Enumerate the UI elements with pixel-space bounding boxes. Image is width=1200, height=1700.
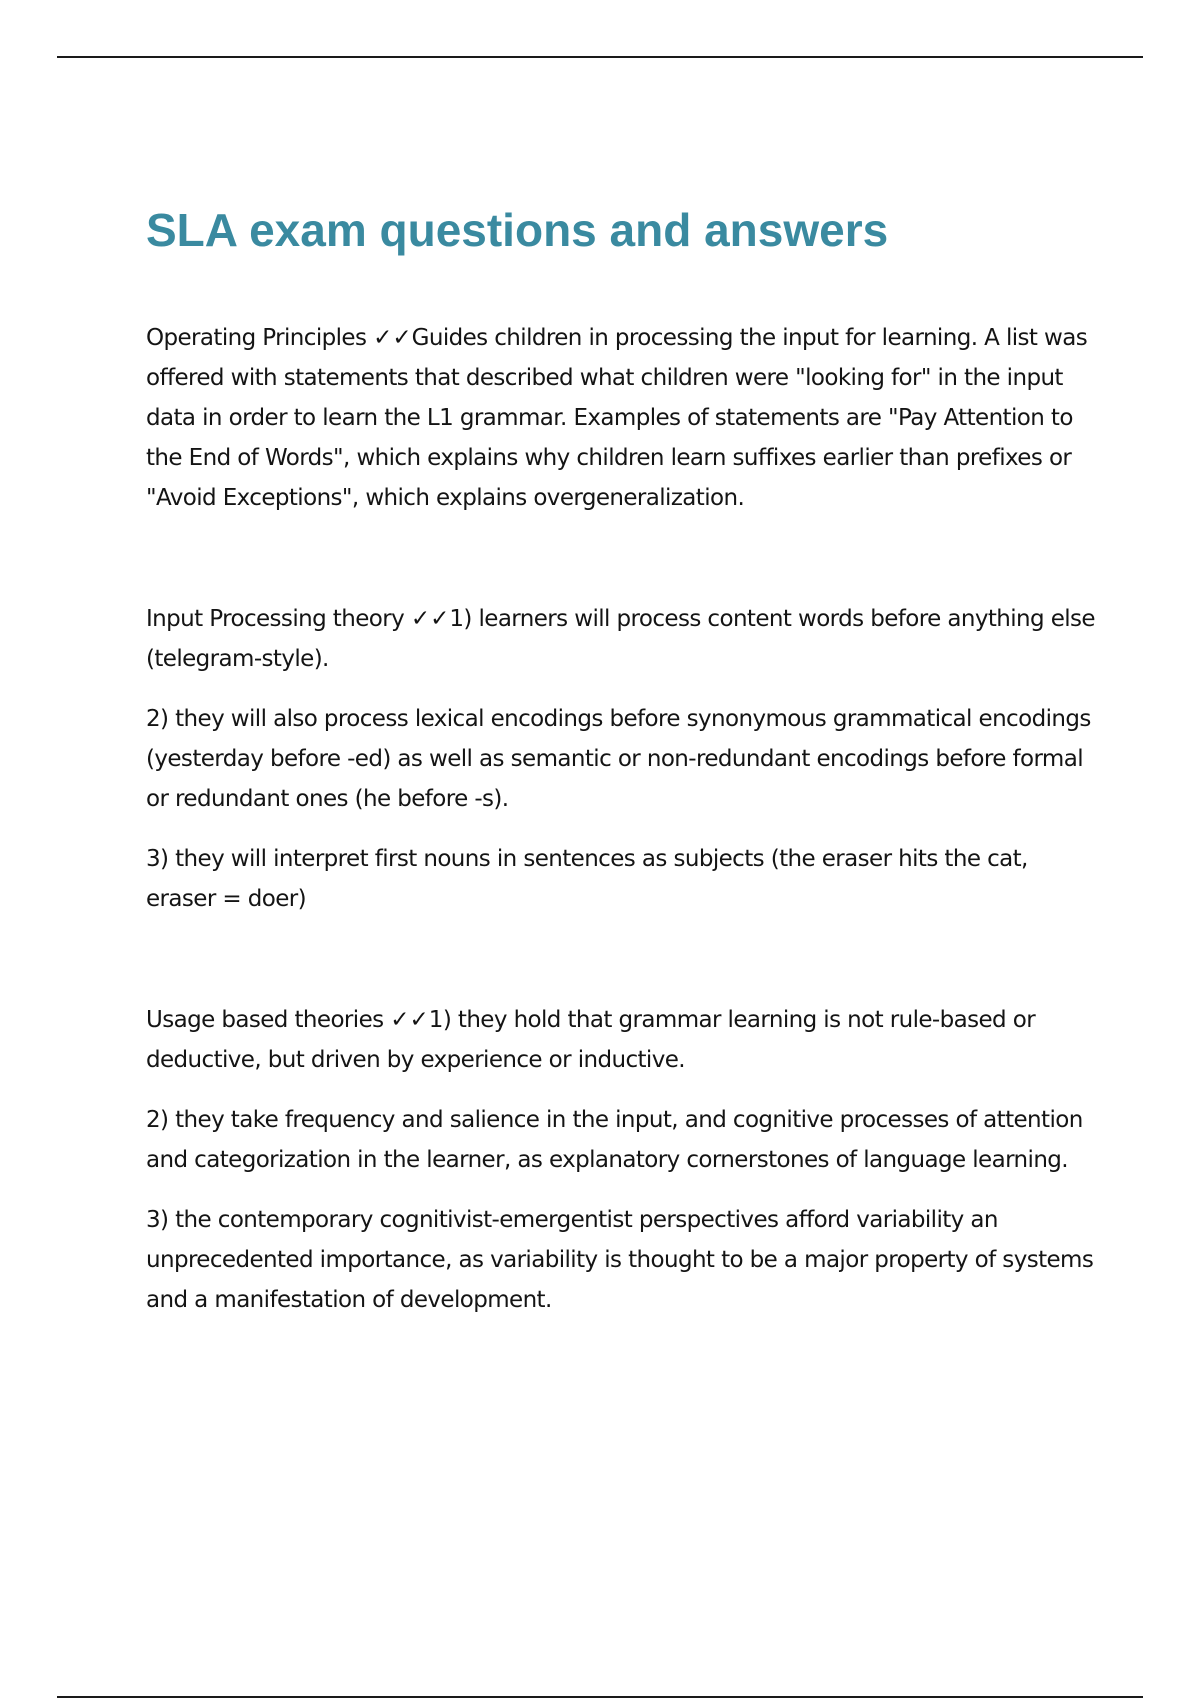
bottom-rule bbox=[57, 1696, 1143, 1698]
answer-text: Guides children in processing the input for learning. A list was offered with statements that described what children were "looking for" in the input data in order to learn the L1 grammar. Examples of statements are "Pay Attention to the End of Words", which explains why children learn suffixes earlier than prefixes or "Avoid Exceptions", which explains overgeneralization. bbox=[146, 325, 1088, 511]
check-mark-icon: ✓✓ bbox=[373, 325, 412, 351]
check-mark-icon: ✓✓ bbox=[410, 606, 450, 632]
term-label: Input Processing theory bbox=[146, 606, 405, 632]
answer-paragraph bbox=[146, 599, 1096, 679]
document-title: SLA exam questions and answers bbox=[146, 204, 889, 256]
qa-operating-principles bbox=[146, 318, 1096, 518]
top-rule bbox=[57, 56, 1143, 58]
answer-paragraph: 2) they take frequency and salience in the input, and cognitive processes of attention and categorization in the learner, as explanatory cornerstones of language learning. bbox=[146, 1107, 1083, 1173]
term-label: Usage based theories bbox=[146, 1007, 384, 1033]
answer-paragraph: 3) the contemporary cognitivist-emergentist perspectives afford variability an unprecedented importance, as variability is thought to be a major property of systems and a manifestation of development. bbox=[146, 1207, 1094, 1313]
qa-usage-based-theories bbox=[146, 1000, 1096, 1320]
document-body bbox=[146, 318, 1096, 1320]
term-label: Operating Principles bbox=[146, 325, 367, 351]
answer-paragraph bbox=[146, 318, 1096, 518]
check-mark-icon: ✓✓ bbox=[390, 1007, 429, 1033]
answer-paragraph bbox=[146, 1000, 1096, 1080]
answer-paragraph: 3) they will interpret first nouns in sentences as subjects (the eraser hits the cat, eraser = doer) bbox=[146, 846, 1028, 912]
answer-text: 1) they hold that grammar learning is not rule-based or deductive, but driven by experience or inductive. bbox=[146, 1007, 1036, 1073]
answer-paragraph: 2) they will also process lexical encodings before synonymous grammatical encodings (yesterday before -ed) as well as semantic or non-redundant encodings before formal or redundant ones (he before -s). bbox=[146, 706, 1091, 812]
qa-input-processing-theory bbox=[146, 599, 1096, 919]
answer-text: 1) learners will process content words before anything else (telegram-style). bbox=[146, 606, 1095, 672]
